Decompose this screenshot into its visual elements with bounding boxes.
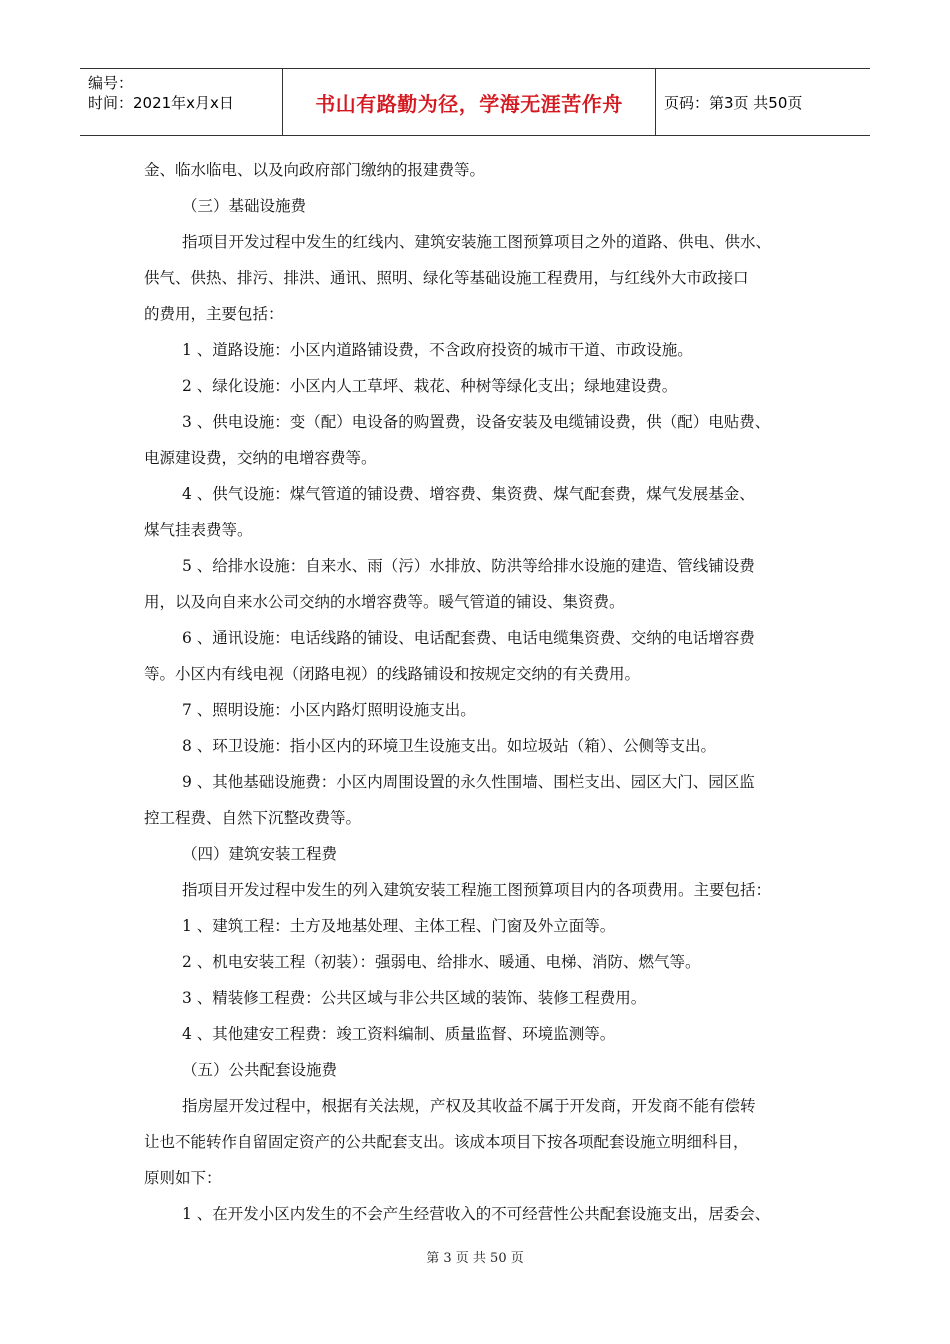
paragraph-line: 1 、建筑工程：土方及地基处理、主体工程、门窗及外立面等。 bbox=[182, 917, 616, 935]
document-code-label: 编号： bbox=[88, 74, 134, 92]
header-page-info: 页码：第3页 共50页 bbox=[664, 93, 803, 112]
page-footer: 第 3 页 共 50 页 bbox=[426, 1251, 524, 1266]
paragraph-line: 控工程费、自然下沉整改费等。 bbox=[144, 809, 362, 827]
paragraph-line: 9 、其他基础设施费：小区内周围设置的永久性围墙、围栏支出、园区大门、园区监 bbox=[182, 773, 755, 791]
paragraph-line: 7 、照明设施：小区内路灯照明设施支出。 bbox=[182, 701, 476, 719]
page-header bbox=[80, 68, 870, 136]
document-date: 时间：2021年x月x日 bbox=[88, 94, 234, 112]
paragraph-line: 指项目开发过程中发生的红线内、建筑安装施工图预算项目之外的道路、供电、供水、 bbox=[182, 233, 772, 251]
paragraph-line: 指房屋开发过程中，根据有关法规，产权及其收益不属于开发商，开发商不能有偿转 bbox=[182, 1097, 756, 1115]
document-body bbox=[144, 152, 824, 1232]
header-meta bbox=[80, 69, 282, 135]
paragraph-line: 6 、通讯设施：电话线路的铺设、电话配套费、电话电缆集资费、交纳的电话增容费 bbox=[182, 629, 755, 647]
paragraph-line: 让也不能转作自留固定资产的公共配套支出。该成本项目下按各项配套设施立明细科目， bbox=[144, 1133, 749, 1151]
paragraph-line: 3 、供电设施：变（配）电设备的购置费，设备安装及电缆铺设费，供（配）电贴费、 bbox=[182, 413, 771, 431]
paragraph-line: 4 、其他建安工程费：竣工资料编制、质量监督、环境监测等。 bbox=[182, 1025, 616, 1043]
paragraph-line: 1 、在开发小区内发生的不会产生经营收入的不可经营性公共配套设施支出，居委会、 bbox=[182, 1205, 771, 1223]
paragraph-line: （五）公共配套设施费 bbox=[182, 1061, 338, 1079]
paragraph-line: 4 、供气设施：煤气管道的铺设费、增容费、集资费、煤气配套费，煤气发展基金、 bbox=[182, 485, 755, 503]
paragraph-line: 3 、精装修工程费：公共区域与非公共区域的装饰、装修工程费用。 bbox=[182, 989, 647, 1007]
paragraph-line: 2 、绿化设施：小区内人工草坪、栽花、种树等绿化支出；绿地建设费。 bbox=[182, 377, 678, 395]
paragraph-line: （四）建筑安装工程费 bbox=[182, 845, 338, 863]
paragraph-line: 8 、环卫设施：指小区内的环境卫生设施支出。如垃圾站（箱）、公侧等支出。 bbox=[182, 737, 717, 755]
paragraph-line: 等。小区内有线电视（闭路电视）的线路铺设和按规定交纳的有关费用。 bbox=[144, 665, 641, 683]
paragraph-line: 1 、道路设施：小区内道路铺设费，不含政府投资的城市干道、市政设施。 bbox=[182, 341, 693, 359]
header-slogan: 书山有路勤为径，学海无涯苦作舟 bbox=[282, 69, 656, 135]
paragraph-line: 供气、供热、排污、排洪、通讯、照明、绿化等基础设施工程费用，与红线外大市政接口 bbox=[144, 269, 749, 287]
paragraph-line: 的费用，主要包括： bbox=[144, 305, 284, 323]
paragraph-line: 2 、机电安装工程（初装）：强弱电、给排水、暖通、电梯、消防、燃气等。 bbox=[182, 953, 701, 971]
paragraph-line: 煤气挂表费等。 bbox=[144, 521, 253, 539]
paragraph-line: 用，以及向自来水公司交纳的水增容费等。暖气管道的铺设、集资费。 bbox=[144, 593, 625, 611]
paragraph-line: 指项目开发过程中发生的列入建筑安装工程施工图预算项目内的各项费用。主要包括： bbox=[182, 881, 772, 899]
paragraph-line: 金、临水临电、以及向政府部门缴纳的报建费等。 bbox=[144, 161, 486, 179]
paragraph-line: 原则如下： bbox=[144, 1169, 222, 1187]
paragraph-line: 电源建设费，交纳的电增容费等。 bbox=[144, 449, 377, 467]
paragraph-line: 5 、给排水设施：自来水、雨（污）水排放、防洪等给排水设施的建造、管线铺设费 bbox=[182, 557, 755, 575]
paragraph-line: （三）基础设施费 bbox=[182, 197, 307, 215]
